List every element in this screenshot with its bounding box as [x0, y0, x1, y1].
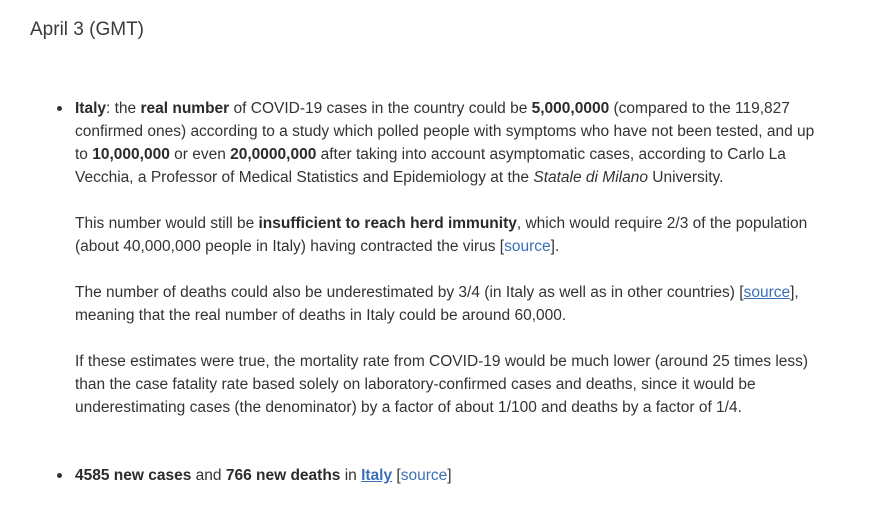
source-link[interactable]: source — [400, 467, 448, 484]
list-item — [0, 464, 892, 487]
text-span: after taking into account asymptomatic cases, according to Carlo La Vecchia, a Professor of Medical Statistics and Epidemiology at the — [75, 146, 786, 186]
text-span: : the — [106, 100, 141, 117]
text-span: If these estimates were true, the mortality rate from COVID-19 would be much lower (around 25 times less) than the case fatality rate based solely on laboratory-confirmed cases and deaths, since it would be underestimating cases (the denominator) by a factor of about 1/100 and deaths by a factor of 1/4. — [75, 353, 809, 416]
text-span: University. — [647, 169, 724, 186]
bullet-icon — [57, 473, 62, 478]
text-span: [ — [392, 467, 401, 484]
text-span: in — [340, 467, 362, 484]
text-span: The number of deaths could also be underestimated by 3/4 (in Italy as well as in other countries) [ — [75, 284, 744, 301]
bold-text: real number — [140, 100, 230, 117]
text-span: of COVID-19 cases in the country could be — [229, 100, 532, 117]
source-link[interactable]: source — [743, 284, 791, 301]
bold-text: insufficient to reach herd immunity — [258, 215, 517, 232]
country-link[interactable]: Italy — [361, 467, 393, 484]
bold-number: 20,0000,000 — [230, 146, 317, 163]
paragraph-new-cases — [75, 464, 830, 487]
text-span: ], meaning that the real number of deaths in Italy could be around 60,000. — [75, 284, 799, 324]
text-span: This number would still be — [75, 215, 259, 232]
paragraph-deaths — [75, 281, 830, 327]
bullet-icon — [57, 106, 62, 111]
paragraph-real-number — [75, 97, 830, 189]
text-span: ]. — [550, 238, 560, 255]
bold-text: 766 new deaths — [225, 467, 341, 484]
country-label: Italy — [75, 100, 107, 117]
source-link[interactable]: source — [504, 238, 551, 255]
list-item — [0, 97, 892, 419]
bold-number: 5,000,0000 — [531, 100, 610, 117]
text-span: , which would require 2/3 of the population (about 40,000,000 people in Italy) having contracted the virus [ — [75, 215, 808, 255]
updates-list — [0, 97, 892, 487]
bold-number: 10,000,000 — [92, 146, 170, 163]
text-span: (compared to the 119,827 confirmed ones) according to a study which polled people with symptoms who have not been tested, and up to — [75, 100, 815, 163]
paragraph-herd-immunity — [75, 212, 830, 258]
italic-text: Statale di Milano — [533, 169, 648, 186]
text-span: ] — [447, 467, 452, 484]
bold-text: 4585 new cases — [75, 467, 192, 484]
paragraph-mortality — [75, 350, 830, 419]
date-heading: April 3 (GMT) — [30, 19, 144, 40]
text-span: and — [191, 467, 226, 484]
text-span: or even — [169, 146, 231, 163]
